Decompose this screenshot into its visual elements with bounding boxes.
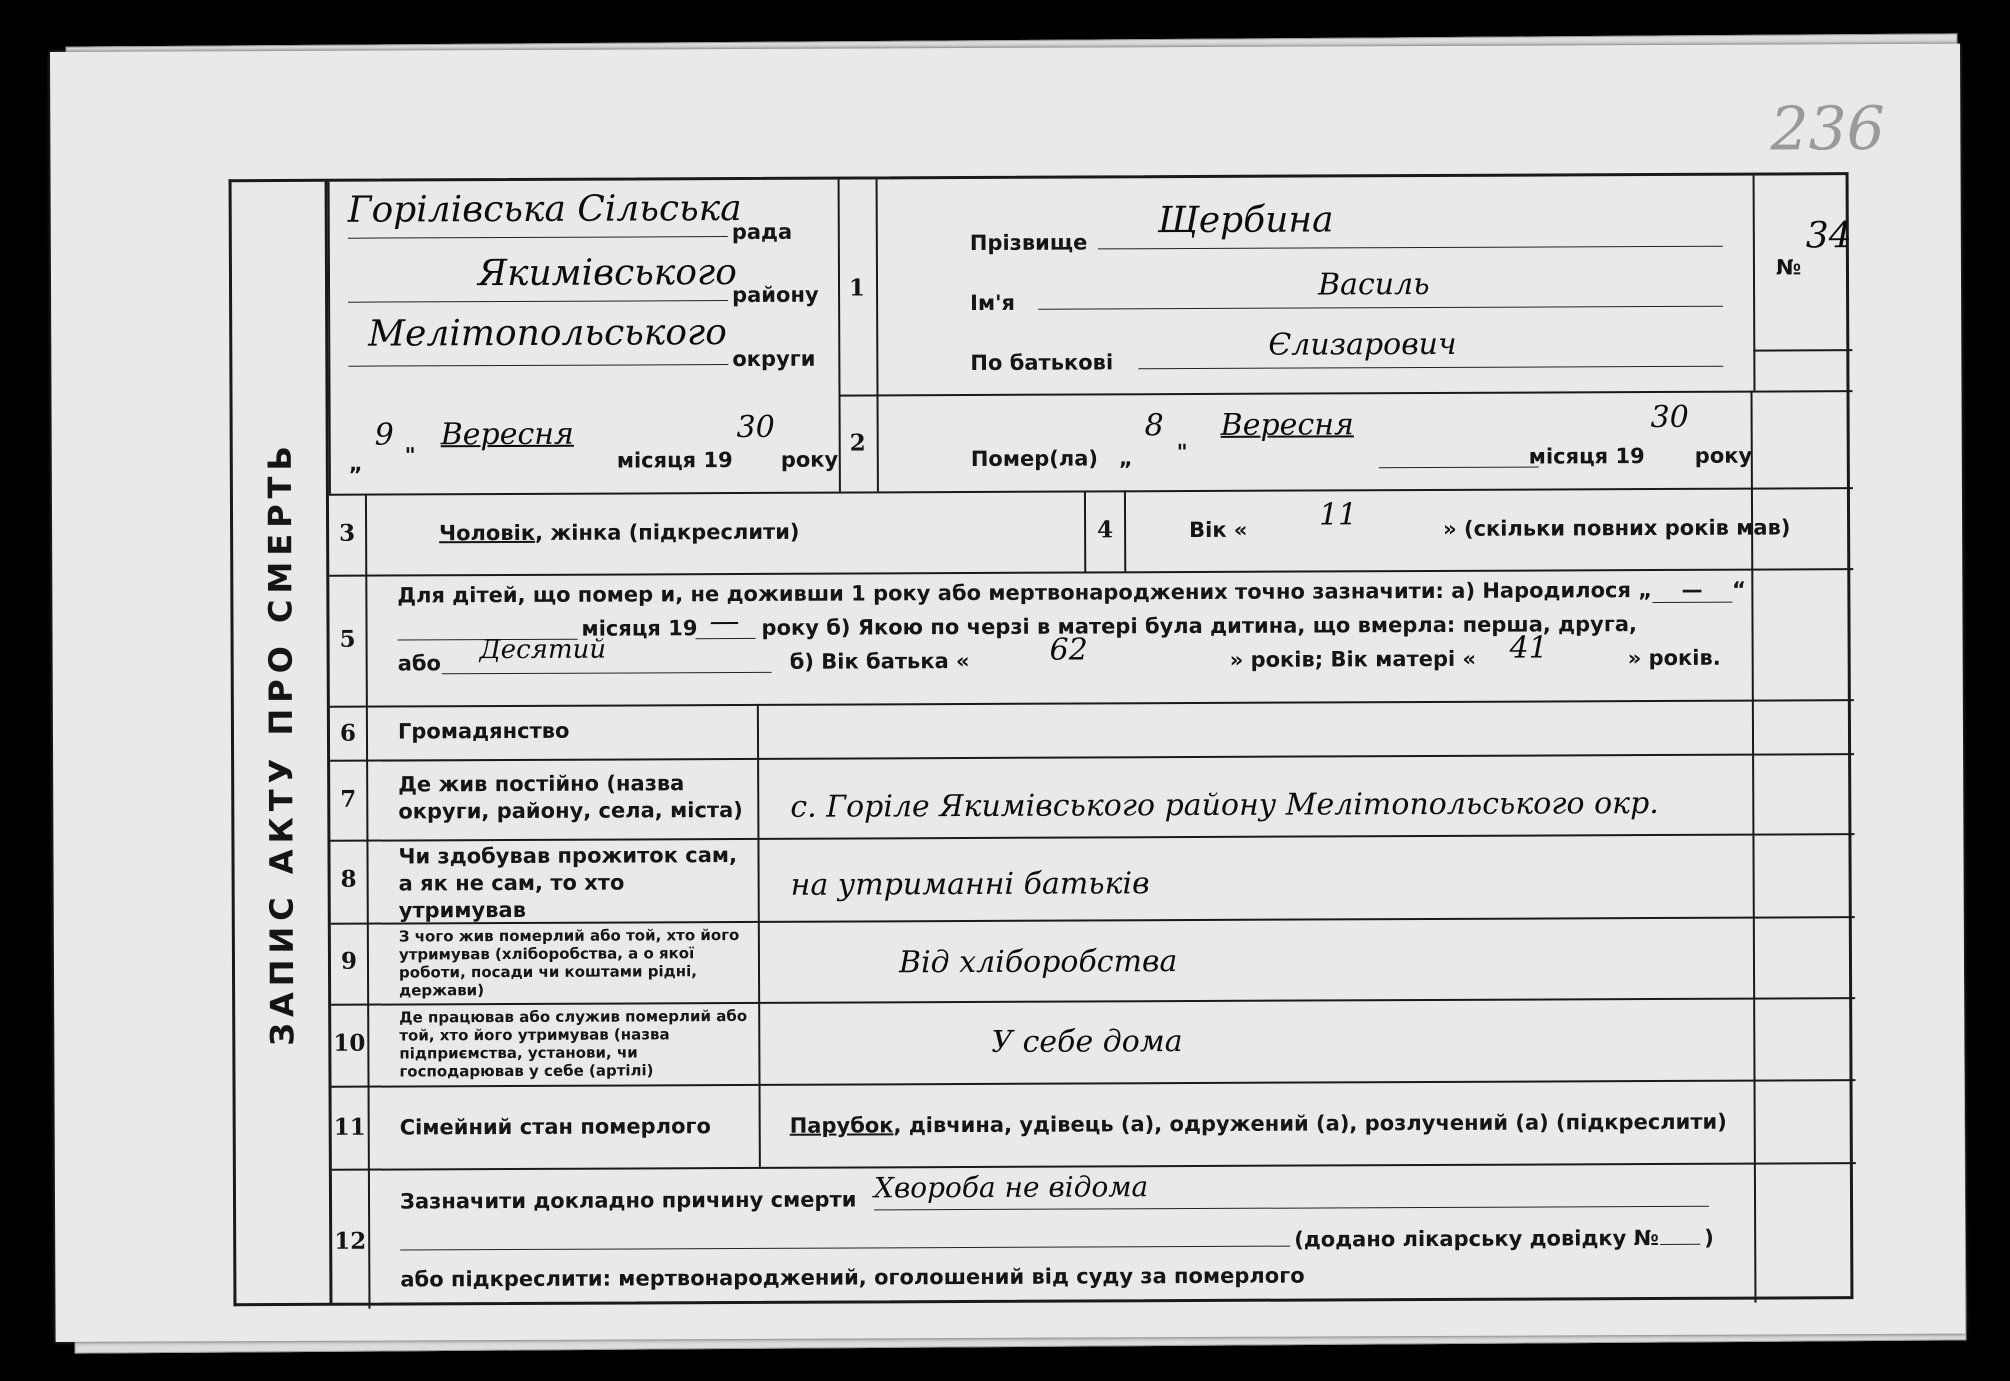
record-no-label: № (1775, 255, 1802, 280)
rule-v-recno (1753, 176, 1756, 391)
admin-year-label: року (780, 447, 839, 472)
row12-line3: або підкреслити: мертвонароджений, оголошений від суду за померлого (400, 1263, 1305, 1292)
row4-label-end: » (скільки повних років мав) (1443, 515, 1791, 541)
age-value: 11 (1318, 497, 1358, 533)
rule-after-row4 (329, 568, 1853, 577)
rule-after-row10 (332, 1079, 1856, 1088)
row3-num: 3 (339, 519, 356, 547)
sex-underlined: Чоловік (439, 520, 536, 546)
row3-sex (439, 520, 800, 546)
rule-v-numcol (365, 494, 371, 1309)
cause-line (874, 1206, 1709, 1211)
rada-line (348, 236, 728, 239)
row2-year-label: року (1694, 443, 1753, 468)
row1-num: 1 (848, 274, 866, 302)
surname-value: Щербина (1157, 199, 1334, 242)
row2-date-open: „ (1118, 446, 1133, 471)
name-label: Ім'я (970, 290, 1016, 315)
okruha-label: округи (732, 346, 816, 372)
father-age: 62 (1049, 632, 1088, 668)
patronymic-label: По батькові (970, 350, 1114, 375)
row6-label: Громадянство (397, 718, 570, 744)
record-no-value: 34 (1805, 215, 1852, 257)
row4-label: Вік « (1189, 517, 1248, 543)
row5-line1 (397, 578, 1746, 609)
row5-line3c: » років; Вік матері « (1229, 646, 1477, 672)
admin-date-open: „ (348, 451, 363, 476)
rule-after-row2 (329, 487, 1853, 496)
row6-num: 6 (339, 719, 357, 747)
row5-line2a: місяця 19 (581, 616, 698, 641)
row4-num: 4 (1097, 516, 1114, 544)
row11-label: Сімейний стан померлого (399, 1114, 711, 1140)
surname-line (1098, 246, 1723, 250)
row10-value: У себе дома (991, 1024, 1183, 1060)
row7-label: Де жив постійно (назва округи, району, села, міста) (398, 771, 743, 824)
row5-num: 5 (339, 625, 356, 653)
rule-v-num12 (876, 179, 879, 491)
certificate-end: ) (1704, 1225, 1714, 1250)
record-form (325, 172, 1854, 1306)
order-value: Десятий (479, 634, 607, 666)
raion-value: Якимівського (477, 252, 737, 295)
death-record-sheet (50, 44, 1966, 1342)
admin-month-label: місяця 19 (616, 448, 733, 473)
row8-num: 8 (340, 865, 357, 893)
marital-rest: , дівчина, удівець (а), одружений (а), розлучений (а) (підкреслити) (893, 1109, 1727, 1138)
death-cause: Хвороба не відома (873, 1170, 1149, 1205)
name-value: Василь (1317, 266, 1430, 303)
row11-value (790, 1110, 1727, 1138)
patronymic-value: Єлизарович (1268, 326, 1457, 363)
raion-line (348, 300, 728, 303)
rule-after-row5 (330, 699, 1854, 708)
admin-day: 9 (374, 417, 394, 453)
sex-rest: , жінка (підкреслити) (535, 519, 800, 545)
row8-value: на утриманні батьків (790, 866, 1150, 903)
order-line (442, 672, 772, 674)
rule-after-row1 (839, 390, 1853, 396)
row2-label: Помер(ла) (970, 446, 1099, 471)
born-value: — (1652, 578, 1732, 603)
certificate-line (1660, 1244, 1700, 1245)
row2-month: Вересня (1220, 407, 1354, 443)
rada-value: Горілівська Сільська (347, 187, 742, 231)
certificate-label: (додано лікарську довідку № (1294, 1225, 1659, 1252)
admin-month: Вересня (440, 416, 574, 453)
rule-after-row6 (330, 753, 1854, 762)
row12-label: Зазначити докладно причину смерти (399, 1187, 857, 1214)
row5-line3b: б) Вік батька « (789, 648, 970, 674)
side-title: ЗАПИС АКТУ ПРО СМЕРТЬ (260, 439, 301, 1046)
row5-year-line (696, 638, 756, 639)
row5-line1-text: Для дітей, що помер и, не доживши 1 року або мертвонароджених точно зазначити: а) Народилося „ (397, 578, 1653, 608)
row2-day: 8 (1144, 408, 1164, 444)
row2-year: 30 (1650, 399, 1689, 436)
row10-label: Де працював або служив померлий або той, хто його утримував (назва підприємства, установи, чи господарював у себе (артілі) (399, 1006, 748, 1081)
row5-line2b: року б) Якою по черзі в матері була дитина, що вмерла: перша, друга, (761, 612, 1638, 640)
row9-num: 9 (340, 947, 358, 975)
sheet-number: 236 (1770, 93, 1886, 165)
name-line (1038, 306, 1723, 310)
surname-label: Прізвище (969, 230, 1088, 255)
admin-date-close: " (404, 443, 416, 468)
rule-v-row4 (1124, 490, 1126, 571)
marital-underlined: Парубок (789, 1113, 894, 1138)
row10-num: 10 (333, 1029, 366, 1057)
row2-month-line (1379, 467, 1539, 469)
row2-num: 2 (849, 429, 866, 457)
okruha-value: Мелітопольського (368, 312, 727, 355)
row12-num: 12 (334, 1227, 367, 1255)
row9-label: З чого жив померлий або той, хто його утримував (хліборобства, а о якої роботи, посади чи коштами рідні, держави) (398, 926, 740, 1000)
rule-record-no (1753, 349, 1852, 351)
row5-line1-end: “ (1732, 577, 1746, 602)
mother-age: 41 (1509, 630, 1548, 666)
row2-month-label: місяця 19 (1528, 444, 1645, 469)
row5-line3a: або (397, 651, 441, 676)
rada-label: рада (731, 219, 793, 245)
okruha-line (348, 364, 728, 367)
patronymic-line (1138, 366, 1723, 370)
rule-v-row3 (1084, 490, 1086, 571)
row5-line3d: » років. (1627, 645, 1721, 671)
rule-v-left-admin (328, 182, 331, 494)
row2-date-close: " (1176, 440, 1188, 465)
row5-year: — (709, 603, 740, 640)
rule-after-row7 (330, 833, 1854, 842)
rule-v-labels (757, 704, 761, 1167)
side-title-box (229, 179, 330, 1306)
row7-value: с. Горіле Якимівського району Мелітопольського окр. (790, 785, 1659, 825)
raion-label: району (732, 282, 819, 308)
cause-line-2 (400, 1246, 1290, 1251)
row11-num: 11 (333, 1113, 366, 1141)
row7-num: 7 (340, 785, 357, 813)
row8-label: Чи здобував прожиток сам, а як не сам, то хто утримував (398, 843, 738, 923)
admin-year: 30 (736, 409, 775, 446)
row9-value: Від хліборобства (898, 944, 1178, 981)
